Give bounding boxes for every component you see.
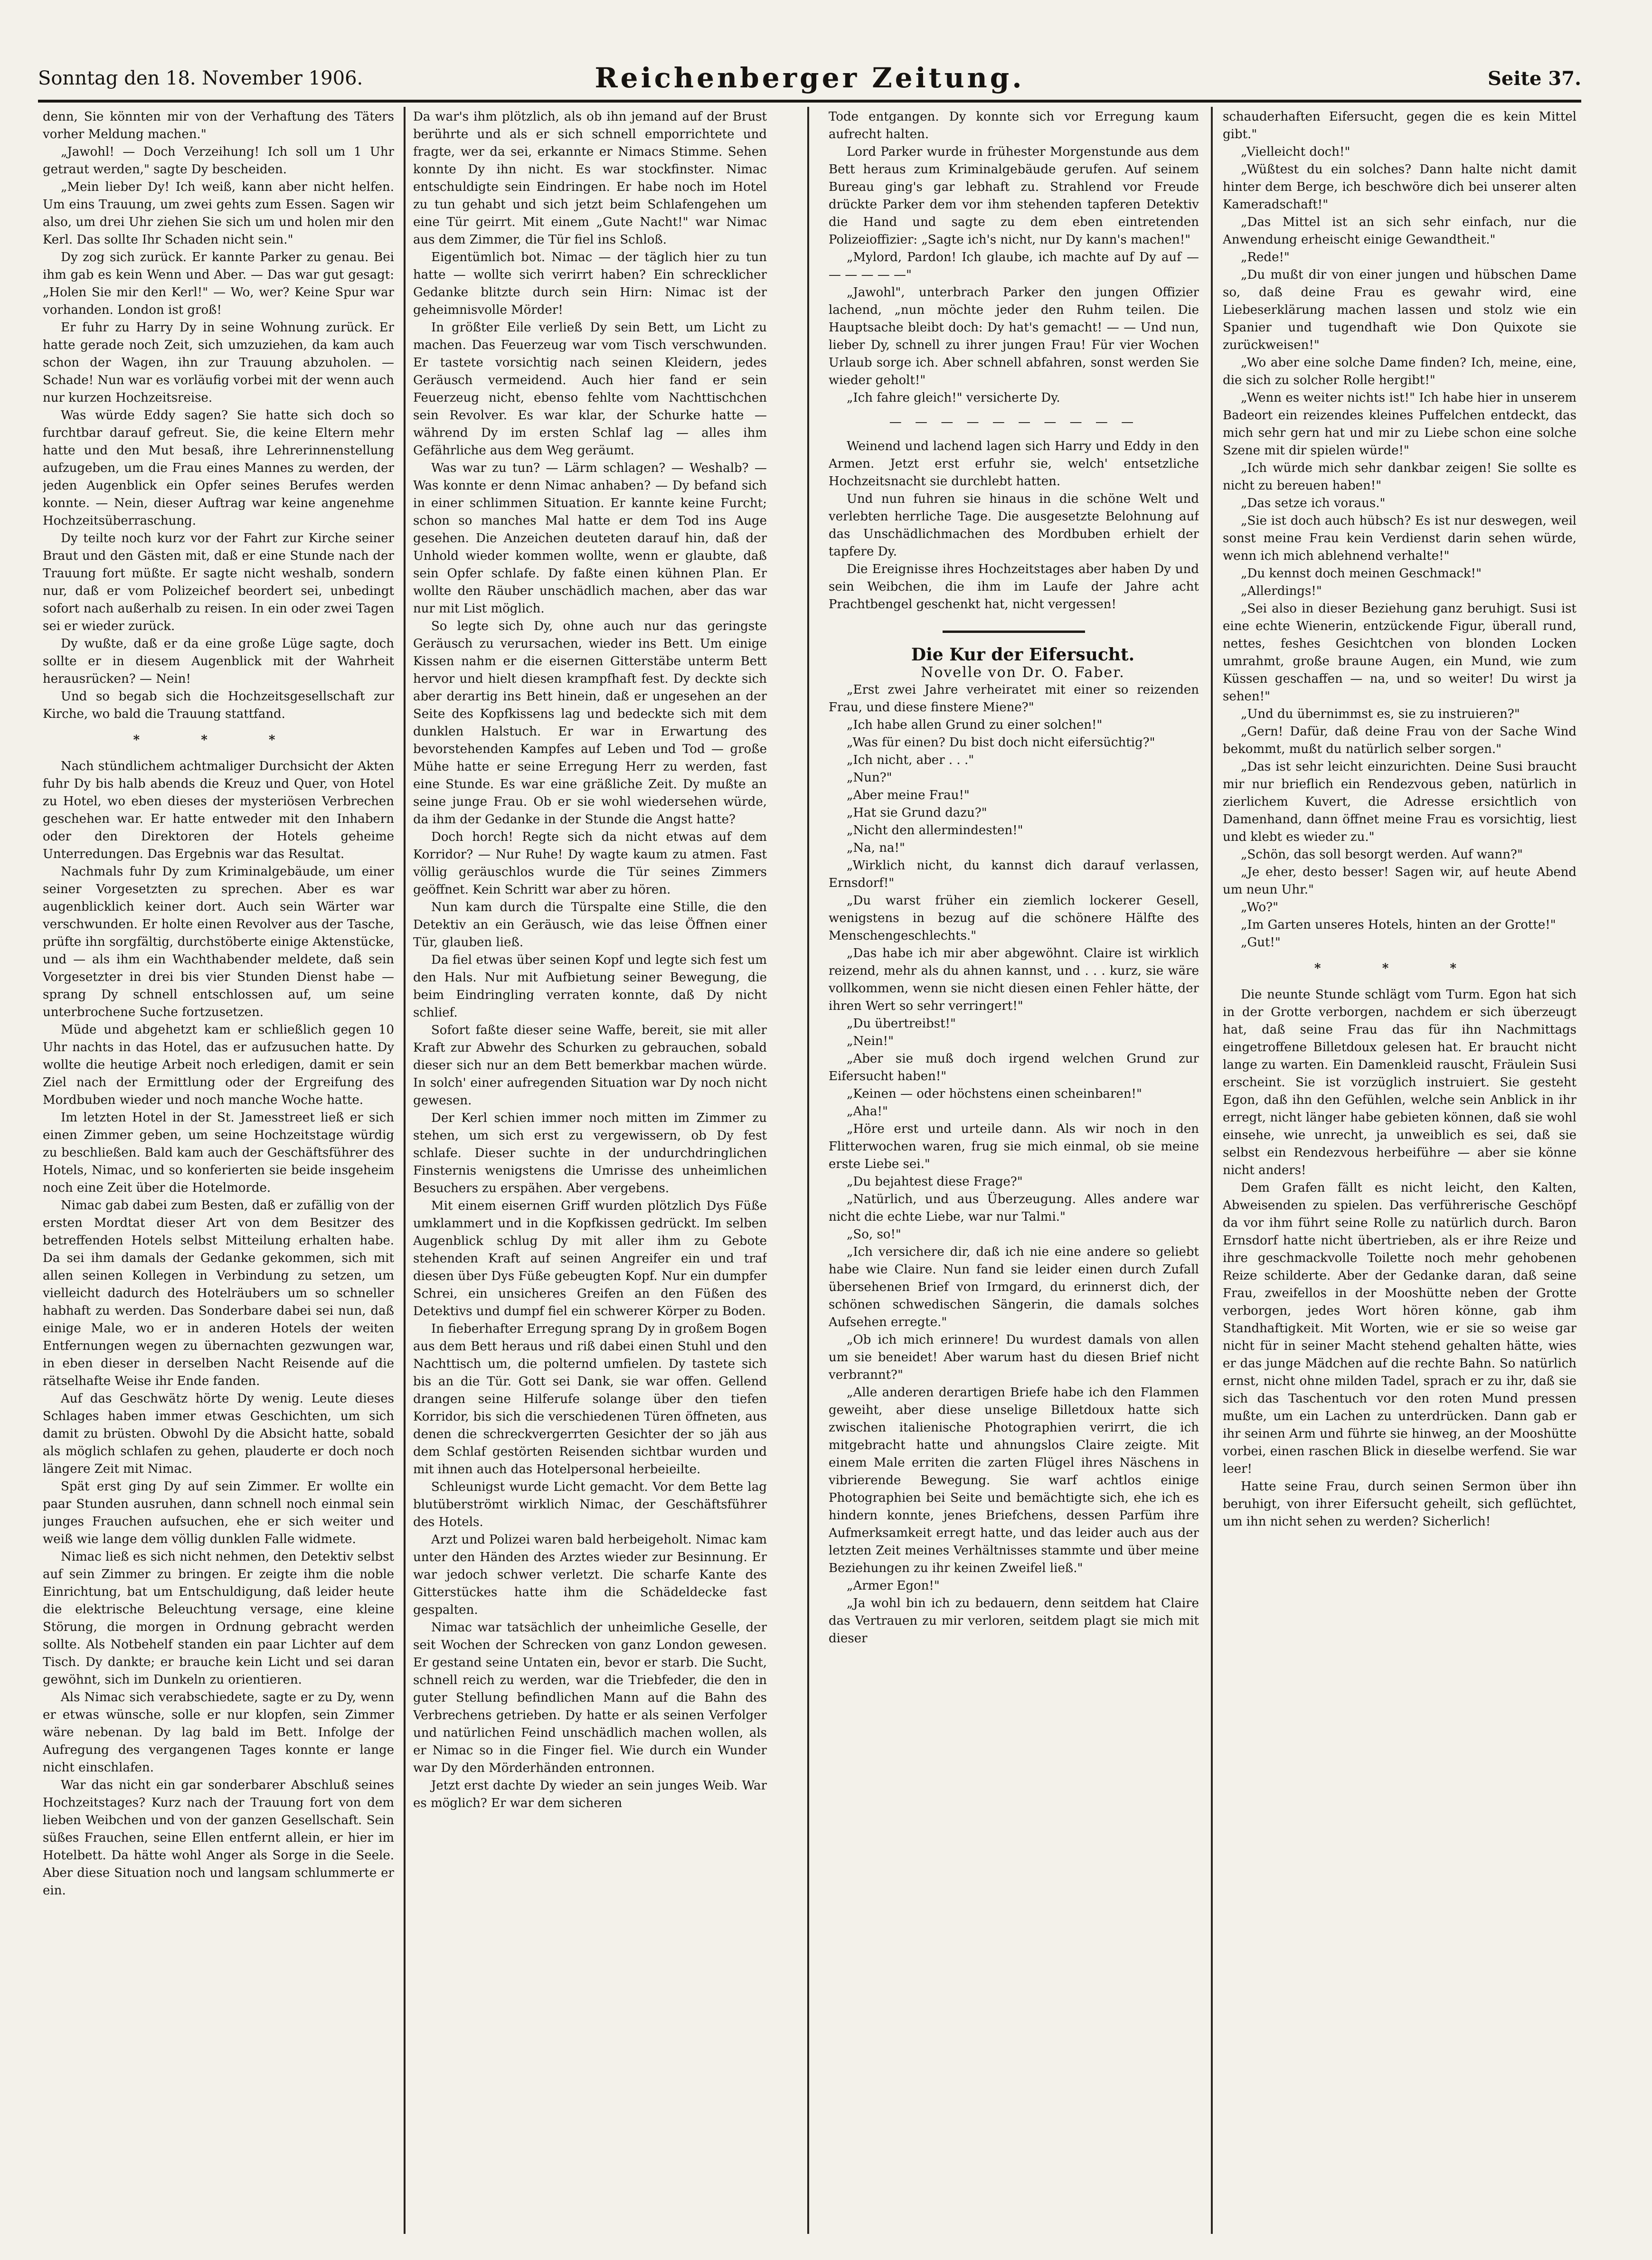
paragraph: Nimac ließ es sich nicht nehmen, den Detektiv selbst auf sein Zimmer zu bringen. Er zeigte ihm die noble Einrichtung, bat um Entschuldigung, daß leider heute die elektrische Beleuchtung versage, eine kleine Störung, die morgen in Ordnung gebracht werden sollte. Als Notbehelf standen ein paar Lichter auf dem Tisch. Dy dankte; er brauche kein Licht und sei daran gewöhnt, sich im Dunkeln zu orientieren.	[43, 1550, 394, 1687]
paragraph: „Wo aber eine solche Dame finden? Ich, meine, eine, die sich zu solcher Rolle hergibt!"	[1223, 356, 1576, 387]
paragraph: „Das ist sehr leicht einzurichten. Deine Susi braucht mir nur brieflich ein Rendezvous geben, natürlich in zierlichem Kuvert, die Adresse ersichtlich von Damenhand, dann öffnet meine Frau es vorsichtig, liest und klebt es wieder zu."	[1223, 760, 1576, 844]
paragraph: „Schön, das soll besorgt werden. Auf wann?"	[1241, 848, 1523, 862]
paragraph: Da war's ihm plötzlich, als ob ihn jemand auf der Brust berührte und als er sich schnell emporrichtete und fragte, wer da sei, erkannte er Nimacs Stimme. Sehen konnte Dy ihn nicht. Es war stockfinster. Nimac entschuldigte sein Eindringen. Er habe noch im Hotel zu tun gehabt und sich jetzt beim Schlafengehen um eine Tür geirrt. Mit einem „Gute Nacht!" war Nimac aus dem Zimmer, die Tür fiel ins Schloß.	[413, 110, 767, 247]
masthead	[38, 62, 1581, 103]
page-number: Seite 37.	[1488, 67, 1581, 90]
paragraph: „Na, na!"	[847, 841, 905, 855]
paragraph: „So, so!"	[847, 1227, 901, 1242]
paragraph: „Je eher, desto besser! Sagen wir, auf heute Abend um neun Uhr."	[1223, 865, 1576, 897]
paragraph: „Jawohl! — Doch Verzeihung! Ich soll um 1 Uhr getraut werden," sagte Dy bescheiden.	[43, 145, 394, 177]
paragraph: „Mein lieber Dy! Ich weiß, kann aber nicht helfen. Um eins Trauung, um zwei gehts zum Essen. Sagen wir also, um drei Uhr ziehen Sie sich um und holen mir den Kerl. Das sollte Ihr Schaden nicht sein."	[43, 180, 394, 247]
column-3	[829, 108, 1199, 2231]
paragraph: „Nun?"	[847, 771, 892, 785]
paragraph: „Das Mittel ist an sich sehr einfach, nur die Anwendung erheischt einige Gewandtheit."	[1223, 215, 1576, 247]
paragraph: Lord Parker wurde in frühester Morgenstunde aus dem Bett heraus zum Kriminalgebäude gerufen. Auf seinem Bureau ging's gar lebhaft zu. Strahlend vor Freude drückte Parker dem vor ihm stehenden tapferen Detektiv die Hand und sagte zu dem eben eintretenden Polizeioffizier: „Sagte ich's nicht, nur Dy kann's machen!"	[829, 145, 1199, 247]
paragraph: „Das habe ich mir aber abgewöhnt. Claire ist wirklich reizend, mehr als du ahnen kannst, und . . . kurz, sie wäre vollkommen, wenn sie nicht diesen einen Fehler hätte, der ihren Wert so sehr verringert!"	[829, 946, 1199, 1013]
paragraph: „Gern! Dafür, daß deine Frau von der Sache Wind bekommt, mußt du natürlich selber sorgen."	[1223, 725, 1576, 756]
paragraph: Auf das Geschwätz hörte Dy wenig. Leute dieses Schlages haben immer etwas Geschichten, um sich damit zu brüsten. Obwohl Dy die Absicht hatte, sobald als möglich schlafen zu gehen, plauderte er doch noch längere Zeit mit Nimac.	[43, 1392, 394, 1476]
col1-text	[43, 108, 394, 723]
paragraph: „Wenn es weiter nichts ist!" Ich habe hier in unserem Badeort ein reizendes kleines Puffelchen entdeckt, das mich sehr gern hat und mir zu Liebe schon eine solche Szene mit dir spielen würde!"	[1223, 391, 1576, 458]
paragraph: So legte sich Dy, ohne auch nur das geringste Geräusch zu verursachen, wieder ins Bett. Um einige Kissen nahm er die eisernen Gitterstäbe unterm Bett hervor und hielt diesen krampfhaft fest. Dy deckte sich aber derartig ins Bett hinein, daß er ungesehen an der Seite des Kopfkissens lag und bedeckte sich mit dem dunklen Halstuch. Er war in Erwartung des bevorstehenden Kampfes auf Leben und Tod — große Mühe hatte er seine Erregung Herr zu werden, fast eine Stunde. Es war eine gräßliche Zeit. Dy mußte an seine junge Frau. Ob er sie wohl wiedersehen würde, da ihm der Gedanke in der Stunde die Angst hatte?	[413, 619, 767, 827]
paragraph: „Du übertreibst!"	[847, 1017, 956, 1031]
paragraph: „Du kennst doch meinen Geschmack!"	[1241, 566, 1482, 581]
column-divider	[1211, 107, 1213, 2234]
paragraph: „Vielleicht doch!"	[1241, 145, 1350, 159]
paragraph: Doch horch! Regte sich da nicht etwas auf dem Korridor? — Nur Ruhe! Dy wagte kaum zu atmen. Fast völlig geräuschlos wurde die Tür seines Zimmers geöffnet. Kein Schritt war aber zu hören.	[413, 830, 767, 897]
paragraph: Die neunte Stunde schlägt vom Turm. Egon hat sich in der Grotte verborgen, nachdem er sich überzeugt hat, daß seine Frau das für ihn Nachmittags eingetroffene Billetdoux gelesen hat. Er braucht nicht lange zu warten. Ein Damenkleid rauscht, Fräulein Susi erscheint. Sie ist vorzüglich instruiert. Sie gesteht Egon, daß ihn den Gefühlen, welche sein Anblick in ihr erregt, nicht länger habe gebieten können, daß sie wohl einsehe, wie unrecht, ja unweiblich es sei, daß sie selbst ein Rendezvous herbeiführe — aber sie könne nicht anders!	[1223, 988, 1576, 1177]
paragraph: Die Ereignisse ihres Hochzeitstages aber haben Dy und sein Weibchen, die ihm im Laufe der Jahre acht Prachtbengel geschenkt hat, nicht vergessen!	[829, 562, 1199, 612]
paragraph: Arzt und Polizei waren bald herbeigeholt. Nimac kam unter den Händen des Arztes wieder zur Besinnung. Er war jedoch schwer verletzt. Die scharfe Kante des Gitterstückes hatte ihm die Schädeldecke fast gespalten.	[413, 1533, 767, 1617]
paragraph: Weinend und lachend lagen sich Harry und Eddy in den Armen. Jetzt erst erfuhr sie, welch' entsetzliche Hochzeitsnacht sie durchlebt hatten.	[829, 439, 1199, 489]
paragraph: „Ja wohl bin ich zu bedauern, denn seitdem hat Claire das Vertrauen zu mir verloren, seitdem plagt sie mich mit dieser	[829, 1596, 1199, 1646]
paragraph: „Was für einen? Du bist doch nicht eifersüchtig?"	[847, 735, 1155, 750]
paragraph: Er fuhr zu Harry Dy in seine Wohnung zurück. Er hatte gerade noch Zeit, sich umzuziehen, da kam auch schon der Wagen, ihn zur Trauung abzuholen. — Schade! Nun war es vorläufig vorbei mit der wenn auch nur kurzen Hochzeitsreise.	[43, 320, 394, 405]
paragraph: „Armer Egon!"	[847, 1579, 940, 1593]
paragraph: Im letzten Hotel in der St. Jamesstreet ließ er sich einen Zimmer geben, um seine Hochzeitstage würdig zu beschließen. Bald kam auch der Geschäftsführer des Hotels, Nimac, und so konferierten sie beide insgeheim noch eine Zeit über die Hotelmorde.	[43, 1111, 394, 1195]
paragraph: „Du bejahtest diese Frage?"	[847, 1175, 1023, 1189]
paragraph: Nun kam durch die Türspalte eine Stille, die den Detektiv an ein Geräusch, wie das leise Öffnen einer Tür, glauben ließ.	[413, 900, 767, 950]
paragraph: Sofort faßte dieser seine Waffe, bereit, sie mit aller Kraft zur Abwehr des Schurken zu gebrauchen, sobald dieser sich nur an dem Bett bemerkbar machen würde. In solch' einer aufregenden Situation war Dy noch nicht gewesen.	[413, 1023, 767, 1108]
paragraph: „Ob ich mich erinnere! Du wurdest damals von allen um sie beneidet! Aber warum hast du diesen Brief nicht verbrannt?"	[829, 1333, 1199, 1382]
paragraph: „Keinen — oder höchstens einen scheinbaren!"	[847, 1087, 1142, 1101]
paragraph: Nachmals fuhr Dy zum Kriminalgebäude, um einer seiner Vorgesetzten zu sprechen. Aber es war augenblicklich keiner dort. Auch sein Wärter war verschwunden. Er holte einen Revolver aus der Tasche, prüfte ihn sorgfältig, durchstöberte einige Aktenstücke, und — als ihm ein Wachthabender meldete, daß sein Vorgesetzter in drei bis vier Stunden Dienst habe — sprang Dy schnell entschlossen auf, um seine unterbrochene Suche fortzusetzen.	[43, 865, 394, 1019]
paragraph: denn, Sie könnten mir von der Verhaftung des Täters vorher Meldung machen."	[43, 110, 394, 141]
column-divider	[807, 107, 809, 2234]
paragraph: „Allerdings!"	[1241, 584, 1322, 598]
paragraph: Als Nimac sich verabschiedete, sagte er zu Dy, wenn er etwas wünsche, solle er nur klopfen, sein Zimmer wäre nebenan. Dy lag bald im Bett. Infolge der Aufregung des vergangenen Tages konnte er lange nicht einschlafen.	[43, 1690, 394, 1775]
paragraph: War das nicht ein gar sonderbarer Abschluß seines Hochzeitstages? Kurz nach der Trauung fort von dem lieben Weibchen und von der ganzen Gesellschaft. Sein süßes Frauchen, seine Ellen entfernt allein, er hier im Hotelbett. Da hätte wohl Anger als Sorge in die Seele. Aber diese Situation noch und langsam schlummerte er ein.	[43, 1778, 394, 1898]
paragraph: In größter Eile verließ Dy sein Bett, um Licht zu machen. Das Feuerzeug war vom Tisch verschwunden. Er tastete vorsichtig nach seinen Kleidern, jedes Geräusch vermeidend. Auch hier fand er sein Feuerzeug nicht, ebenso fehlte vom Nachttischchen sein Revolver. Es war klar, der Schurke hatte — während Dy im ersten Schlaf lag — alles ihm Gefährliche aus dem Weg geräumt.	[413, 320, 767, 458]
paragraph: Nimac war tatsächlich der unheimliche Geselle, der seit Wochen der Schrecken von ganz London gewesen. Er gestand seine Untaten ein, bevor er starb. Die Sucht, schnell reich zu werden, war die Triebfeder, die den in guter Stellung befindlichen Mann auf die Bahn des Verbrechens getrieben. Dy hatte er als seinen Verfolger und natürlichen Feind unschädlich machen wollen, als er Nimac so in die Finger fiel. Wie durch ein Wunder war Dy den Mörderhänden entronnen.	[413, 1620, 767, 1775]
paragraph: „Mylord, Pardon! Ich glaube, ich machte auf Dy auf — — — — — —"	[829, 250, 1199, 282]
paragraph: Müde und abgehetzt kam er schließlich gegen 10 Uhr nachts in das Hotel, das er aufzusuchen hatte. Dy wollte die heutige Arbeit noch erledigen, damit er sein Ziel nach der Ermittlung oder der Ergreifung des Mordbuben wieder und noch manche Woche hatte.	[43, 1023, 394, 1107]
paragraph: „Wirklich nicht, du kannst dich darauf verlassen, Ernsdorf!"	[829, 858, 1199, 890]
paragraph: „Gut!"	[1241, 935, 1281, 950]
paragraph: „Wo?"	[1241, 900, 1279, 914]
paragraph: schauderhaften Eifersucht, gegen die es kein Mittel gibt."	[1223, 110, 1576, 141]
paragraph: Dem Grafen fällt es nicht leicht, den Kalten, Abweisenden zu spielen. Das verführerische Geschöpf da vor ihm führt seine Rolle zu natürlich durch. Baron Ernsdorf hatte nicht übertrieben, als er ihre Reize und ihre geschmackvolle Toilette noch mehr gehobenen Reize schilderte. Aber der Gedanke daran, daß seine Frau, zweifellos in der Mooshütte neben der Grotte verborgen, jedes Wort hören könne, gab ihm Standhaftigkeit. Mit Worten, wie er sie so weise gar nicht für in seiner Macht stehend gehalten hätte, wies er das junge Mädchen auf die rechte Bahn. So natürlich ernst, nicht ohne milden Tadel, sprach er zu ihr, daß sie sich das Taschentuch vor den roten Mund pressen mußte, um ein Lachen zu unterdrücken. Dann gab er ihr seinen Arm und führte sie hinweg, an der Mooshütte vorbei, einen raschen Blick in dieselbe werfend. Sie war leer!	[1223, 1181, 1576, 1476]
paragraph: Schleunigst wurde Licht gemacht. Vor dem Bette lag blutüberströmt wirklich Nimac, der Geschäftsführer des Hotels.	[413, 1480, 767, 1529]
column-divider	[404, 107, 406, 2234]
paragraph: Was war zu tun? — Lärm schlagen? — Weshalb? — Was konnte er denn Nimac anhaben? — Dy befand sich in einer schlimmen Situation. Er kannte keine Furcht; schon so manches Mal hatte er dem Tod ins Auge gesehen. Die Anzeichen deuteten darauf hin, daß der Unhold wieder kommen wollte, wenn er glaubte, daß sein Opfer schlafe. Dy faßte einen kühnen Plan. Er wollte den Räuber unschädlich machen, aber das war nur mit List möglich.	[413, 461, 767, 616]
paragraph: Was würde Eddy sagen? Sie hatte sich doch so furchtbar darauf gefreut. Sie, die keine Eltern mehr hatte und den Mut besaß, ihre Lehrerinnenstellung aufzugeben, um die Frau eines Mannes zu werden, der jeden Augenblick ein Opfer seines Berufes werden konnte. — Nein, dieser Auftrag war keine angenehme Hochzeitsüberraschung.	[43, 408, 394, 528]
paragraph: „Nicht den allermindesten!"	[847, 823, 1023, 838]
paragraph: Spät erst ging Dy auf sein Zimmer. Er wollte ein paar Stunden ausruhen, dann schnell noch einmal sein junges Frauchen aufsuchen, ehe er sich weiter und weiß wie lange dem völlig dunklen Falle widmete.	[43, 1479, 394, 1546]
paragraph: „Aber sie muß doch irgend welchen Grund zur Eifersucht haben!"	[829, 1052, 1199, 1083]
paragraph: „Ich fahre gleich!" versicherte Dy.	[847, 391, 1060, 405]
paragraph: Nimac gab dabei zum Besten, daß er zufällig von der ersten Mordtat dieser Art von dem Besitzer des betreffenden Hotels selbst Mitteilung erhalten habe. Da sei ihm damals der Gedanke gekommen, sich mit allen seinen Kollegen in Verbindung zu setzen, um vielleicht dadurch des Hotelräubers um so schneller habhaft zu werden. Das Sonderbare dabei sei nun, daß einige Male, wo er in anderen Hotels der weiten Entfernungen wegen zu übernachten gezwungen war, in eben dieser in derselben Nacht Reisende auf die rätselhafte Weise ihr Ende fanden.	[43, 1198, 394, 1388]
paragraph: „Hat sie Grund dazu?"	[847, 806, 987, 820]
paragraph: In fieberhafter Erregung sprang Dy in großem Bogen aus dem Bett heraus und riß dabei einen Stuhl und den Nachttisch um, die polternd umfielen. Dy tastete sich bis an die Tür. Gott sei Dank, sie war offen. Gellend drangen seine Hilferufe solange über den tiefen Korridor, bis sich die verschiedenen Türen öffneten, aus denen die schreckvergerrten Gesichter der so jäh aus dem Schlaf gestörten Reisenden sichtbar wurden und mit ihnen auch das Hotelpersonal herbeieilte.	[413, 1322, 767, 1477]
paragraph: Der Kerl schien immer noch mitten im Zimmer zu stehen, um sich erst zu vergewissern, ob Dy fest schlafe. Dieser suchte in der undurchdringlichen Finsternis wenigstens die Umrisse des unheimlichen Besuchers zu erspähen. Aber vergebens.	[413, 1111, 767, 1196]
paragraph: „Wüßtest du ein solches? Dann halte nicht damit hinter dem Berge, ich beschwöre dich bei unserer alten Kameradschaft!"	[1223, 162, 1576, 212]
paragraph: „Ich versichere dir, daß ich nie eine andere so geliebt habe wie Claire. Nun fand sie leider einen durch Zufall übersehenen Brief von Irmgard, du erinnerst dich, der schönen schwedischen Sängerin, die damals solches Aufsehen erregte."	[829, 1245, 1199, 1329]
paragraph: „Sei also in dieser Beziehung ganz beruhigt. Susi ist eine echte Wienerin, entzückende Figur, überall rund, nettes, feshes Gesichtchen von blonden Locken umrahmt, große braune Augen, ein Mund, wie zum Küssen geschaffen — na, und so weiter! Du wirst ja sehen!"	[1223, 602, 1576, 704]
paragraph: Da fiel etwas über seinen Kopf und legte sich fest um den Hals. Nur mit Aufbietung seiner Bewegung, die beim Eindringling verraten konnte, daß Dy nicht schlief.	[413, 953, 767, 1020]
paragraph: „Alle anderen derartigen Briefe habe ich den Flammen geweiht, aber diese unselige Billetdoux hatte sich zwischen italienische Photographien verirrt, die ich mitgebracht hatte und ahnungslos Claire zeigte. Mit einem Male erriten die zarten Flügel ihres Näschens in vibrierende Bewegung. Sie warf achtlos einige Photographien bei Seite und bemächtigte sich, ehe ich es hindern konnte, jenes Briefchens, dessen Parfüm ihre Aufmerksamkeit erregt hatte, und das leider auch aus der letzten Zeit meines Verhältnisses stammte und über meine Beziehungen zu ihr keinen Zweifel ließ."	[829, 1385, 1199, 1575]
paragraph: „Jawohl", unterbrach Parker den jungen Offizier lachend, „nun möchte jeder den Ruhm teilen. Die Hauptsache bleibt doch: Dy hat's gemacht! — — Und nun, lieber Dy, schnell zu ihrer jungen Frau! Für vier Wochen Urlaub sorge ich. Aber schnell abfahren, sonst werden Sie wieder geholt!"	[829, 285, 1199, 387]
paragraph: Und so begab sich die Hochzeitsgesellschaft zur Kirche, wo bald die Trauung stattfand.	[43, 689, 394, 721]
paragraph: „Aha!"	[847, 1104, 888, 1119]
paragraph: „Nein!"	[847, 1034, 894, 1048]
newspaper-title: Reichenberger Zeitung.	[595, 62, 1025, 94]
paragraph: „Und du übernimmst es, sie zu instruieren?"	[1241, 707, 1520, 721]
paragraph: Eigentümlich bot. Nimac — der täglich hier zu tun hatte — wollte sich verirrt haben? Ein schrecklicher Gedanke blitzte durch sein Hirn: Nimac ist der geheimnisvolle Mörder!	[413, 250, 767, 317]
paragraph: „Das setze ich voraus."	[1241, 496, 1386, 510]
paragraph: „Ich nicht, aber . . ."	[847, 753, 974, 767]
paragraph: Und nun fuhren sie hinaus in die schöne Welt und verlebten herrliche Tage. Die ausgesetzte Belohnung auf das Unschädlichmachen des Mordbuben erhielt der tapfere Dy.	[829, 492, 1199, 559]
story-divider	[943, 631, 1085, 633]
column-2	[413, 108, 767, 2231]
section-stars: * * *	[1314, 961, 1485, 976]
column-1	[43, 108, 394, 2231]
paragraph: „Aber meine Frau!"	[847, 788, 970, 802]
paragraph: Hatte seine Frau, durch seinen Sermon über ihn beruhigt, von ihrer Eifersucht geheilt, sich geflüchtet, um ihn nicht sehen zu werden? Sicherlich!	[1223, 1479, 1576, 1529]
paragraph: Dy wußte, daß er da eine große Lüge sagte, doch sollte er in diesem Augenblick mit der Wahrheit herausrücken? — Nein!	[43, 637, 394, 686]
story-author: Novelle von Dr. O. Faber.	[921, 664, 1125, 681]
paragraph: Tode entgangen. Dy konnte sich vor Erregung kaum aufrecht halten.	[829, 110, 1199, 141]
paragraph: Dy zog sich zurück. Er kannte Parker zu genau. Bei ihm gab es kein Wenn und Aber. — Das war gut gesagt: „Holen Sie mir den Kerl!" — Wo, wer? Keine Spur war vorhanden. London ist groß!	[43, 250, 394, 317]
paragraph: „Im Garten unseres Hotels, hinten an der Grotte!"	[1241, 918, 1556, 932]
column-4	[1223, 108, 1576, 2231]
section-stars: * * *	[133, 733, 304, 747]
paragraph: Nach stündlichem achtmaliger Durchsicht der Akten fuhr Dy bis halb abends die Kreuz und Quer, von Hotel zu Hotel, wo eben dieses der mysteriösen Verbrechen geschehen war. Er hatte entweder mit den Inhabern oder den Direktoren der Hotels geheime Unterredungen. Das Ergebnis war das Resultat.	[43, 759, 394, 861]
paragraph: „Du mußt dir von einer jungen und hübschen Dame so, daß deine Frau es gewahr wird, eine Liebeserklärung machen lassen und stolz wie ein Spanier und tugendhaft wie Don Quixote sie zurückweisen!"	[1223, 268, 1576, 352]
issue-date: Sonntag den 18. November 1906.	[38, 67, 363, 89]
col1-text-2	[43, 758, 394, 1900]
paragraph: „Natürlich, und aus Überzeugung. Alles andere war nicht die echte Liebe, war nur Talmi."	[829, 1192, 1199, 1224]
paragraph: „Du warst früher ein ziemlich lockerer Gesell, wenigstens in bezug auf die schönere Hälfte des Menschengeschlechts."	[829, 894, 1199, 943]
paragraph: Jetzt erst dachte Dy wieder an sein junges Weib. War es möglich? Er war dem sicheren	[413, 1779, 767, 1810]
dash-separator: — — — — — — — — — —	[889, 415, 1139, 429]
paragraph: „Höre erst und urteile dann. Als wir noch in den Flitterwochen waren, frug sie mich einmal, ob sie meine erste Liebe sei."	[829, 1122, 1199, 1171]
paragraph: „Ich würde mich sehr dankbar zeigen! Sie sollte es nicht zu bereuen haben!"	[1223, 461, 1576, 493]
paragraph: „Erst zwei Jahre verheiratet mit einer so reizenden Frau, und diese finstere Miene?"	[829, 683, 1199, 715]
paragraph: „Rede!"	[1241, 250, 1290, 264]
paragraph: Mit einem eisernen Griff wurden plötzlich Dys Füße umklammert und in die Kopfkissen gedrückt. Im selben Augenblick schlug Dy mit aller ihm zu Gebote stehenden Kraft auf seinen Angreifer ein und traf diesen über Dys Füße gebeugten Kopf. Nur ein dumpfer Schrei, ein unsicheres Greifen an den Füßen des Detektivs und dumpf fiel ein schwerer Körper zu Boden.	[413, 1199, 767, 1318]
paragraph: „Ich habe allen Grund zu einer solchen!"	[847, 718, 1103, 732]
paragraph: Dy teilte noch kurz vor der Fahrt zur Kirche seiner Braut und den Gästen mit, daß er eine Stunde nach der Trauung fort müßte. Er sagte nicht weshalb, sondern nur, daß er vom Polizeichef beordert sei, unbedingt sofort nach außerhalb zu reisen. In ein oder zwei Tagen sei er wieder zurück.	[43, 531, 394, 633]
paragraph: „Sie ist doch auch hübsch? Es ist nur deswegen, weil sonst meine Frau kein Verdienst darin sehen würde, wenn ich mich ablehnend verhalte!"	[1223, 514, 1576, 563]
story-title: Die Kur der Eifersucht.	[911, 645, 1135, 665]
